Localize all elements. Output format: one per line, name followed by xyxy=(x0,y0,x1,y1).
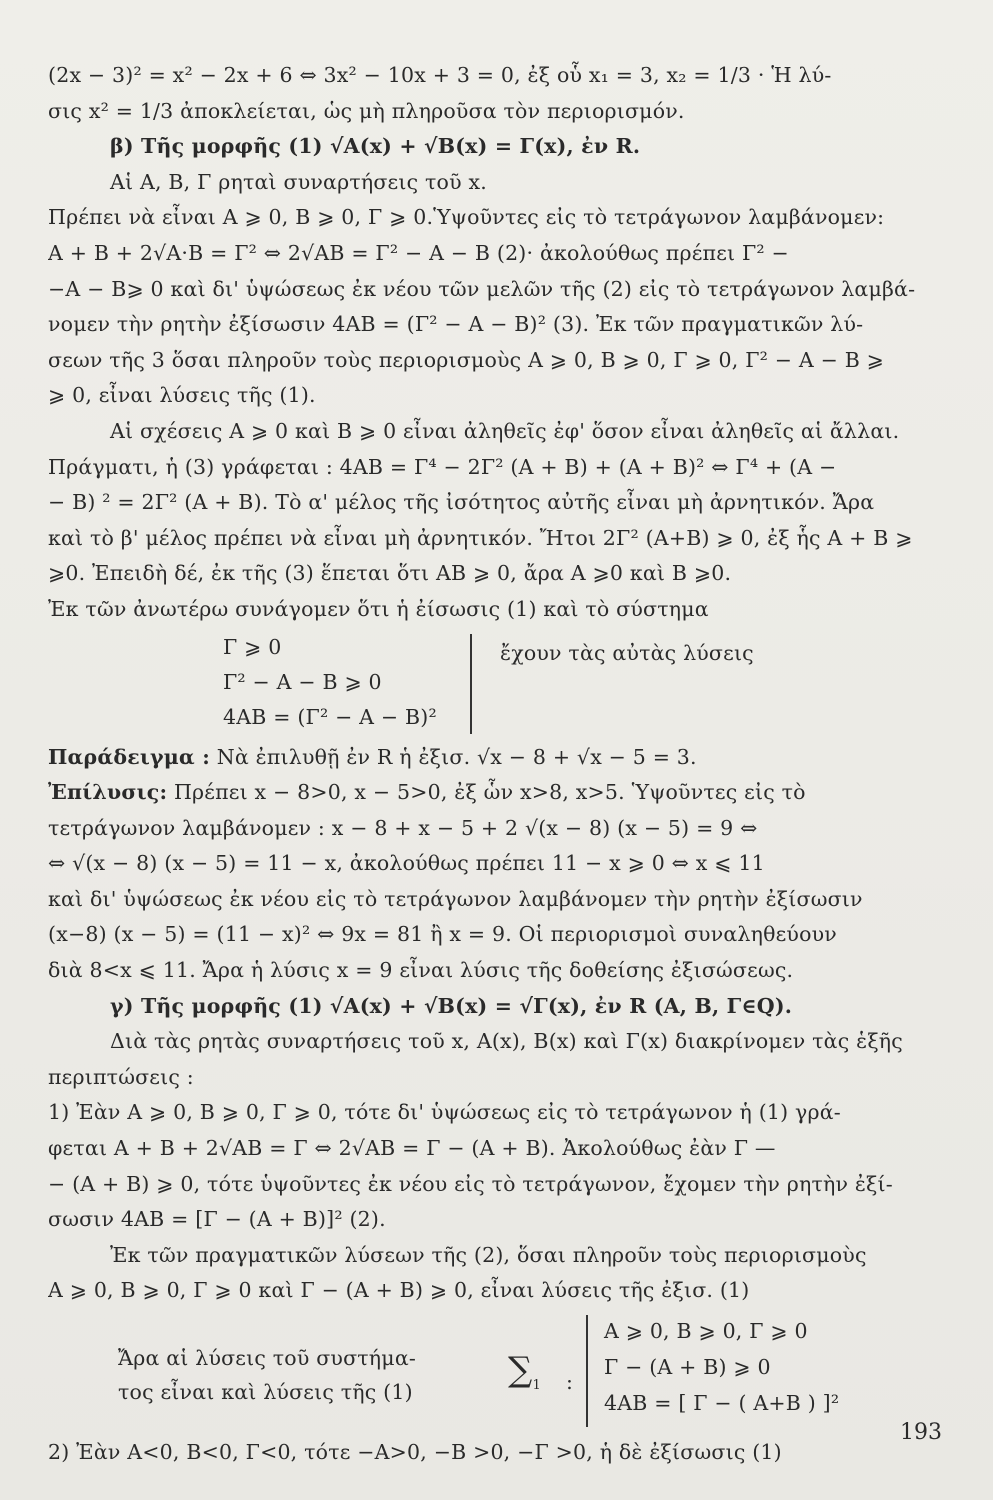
system-brace-line xyxy=(470,634,472,734)
solution-label: Ἐπίλυσις: xyxy=(48,780,168,805)
text-line: − B) ² = 2Γ² (A + B). Τὸ α' μέλος τῆς ἰσότητος αὐτῆς εἶναι μὴ ἀρνητικόν. Ἄρα xyxy=(48,490,875,515)
equation-system-2 xyxy=(48,1313,943,1435)
text-line: σωσιν 4AB = [Γ − (A + B)]² (2). xyxy=(48,1207,386,1232)
system-note xyxy=(118,1341,416,1409)
system-brace-line xyxy=(586,1315,588,1427)
example-line xyxy=(48,740,943,776)
sigma-symbol xyxy=(508,1350,541,1403)
section-heading-beta: β) Τῆς μορφῆς (1) √A(x) + √B(x) = Γ(x), ἐν R. xyxy=(110,134,641,159)
text-line: 1) Ἐὰν A ⩾ 0, B ⩾ 0, Γ ⩾ 0, τότε δι' ὑψώσεως εἰς τὸ τετράγωνον ἡ (1) γρά- xyxy=(48,1100,841,1125)
text-line: − (A + B) ⩾ 0, τότε ὑψοῦντες ἐκ νέου εἰς τὸ τετράγωνον, ἔχομεν τὴν ρητὴν ἐξί- xyxy=(48,1171,893,1196)
system-row: Γ ⩾ 0 xyxy=(223,634,282,659)
page-number: 193 xyxy=(900,1420,942,1445)
text-line: (x−8) (x − 5) = (11 − x)² ⇔ 9x = 81 ἢ x = 9. Οἱ περιορισμοὶ συναληθεύουν xyxy=(48,922,837,947)
text-line: Διὰ τὰς ρητὰς συναρτήσεις τοῦ x, A(x), B(x) καὶ Γ(x) διακρίνομεν τὰς ἑξῆς xyxy=(110,1029,903,1054)
text-line: ⇔ √(x − 8) (x − 5) = 11 − x, ἀκολούθως πρέπει 11 − x ⩾ 0 ⇔ x ⩽ 11 xyxy=(48,851,765,876)
example-text: Νὰ ἐπιλυθῇ ἐν R ἡ ἐξισ. √x − 8 + √x − 5 = 3. xyxy=(216,744,697,769)
text-line: A + B + 2√A·B = Γ² ⇔ 2√AB = Γ² − A − B (2)· ἀκολούθως πρέπει Γ² − xyxy=(48,240,789,265)
sigma-subscript: 1 xyxy=(532,1377,541,1393)
system-note-line: τος εἶναι καὶ λύσεις τῆς (1) xyxy=(118,1380,413,1404)
system-note: ἔχουν τὰς αὐτὰς λύσεις xyxy=(500,640,754,665)
text-line: Πράγματι, ἡ (3) γράφεται : 4AB = Γ⁴ − 2Γ² (A + B) + (A + B)² ⇔ Γ⁴ + (A − xyxy=(48,454,837,479)
text-line: Ἐκ τῶν ἀνωτέρω συνάγομεν ὅτι ἡ ἐίσωσις (1) καὶ τὸ σύστημα xyxy=(48,596,709,621)
text-line: καὶ τὸ β' μέλος πρέπει νὰ εἶναι μὴ ἀρνητικόν. Ἤτοι 2Γ² (A+B) ⩾ 0, ἐξ ἧς A + B ⩾ xyxy=(48,525,913,550)
system-rows xyxy=(604,1313,839,1421)
text-line: Αἱ σχέσεις A ⩾ 0 καὶ B ⩾ 0 εἶναι ἀληθεῖς ἐφ' ὅσον εἶναι ἀληθεῖς αἱ ἄλλαι. xyxy=(110,418,900,443)
example-label: Παράδειγμα : xyxy=(48,744,211,769)
text-line: τετράγωνον λαμβάνομεν : x − 8 + x − 5 + 2 √(x − 8) (x − 5) = 9 ⇔ xyxy=(48,815,758,840)
section-heading-gamma: γ) Τῆς μορφῆς (1) √A(x) + √B(x) = √Γ(x), ἐν R (A, B, Γ∈Q). xyxy=(110,993,793,1018)
system-row: Γ − (A + B) ⩾ 0 xyxy=(604,1355,771,1379)
system-rows xyxy=(223,630,437,735)
solution-line xyxy=(48,775,943,811)
system-row: Γ² − A − B ⩾ 0 xyxy=(223,669,382,694)
text-line: ⩾ 0, εἶναι λύσεις τῆς (1). xyxy=(48,383,316,408)
text-line: ⩾0. Ἐπειδὴ δέ, ἐκ τῆς (3) ἕπεται ὅτι AB ⩾ 0, ἄρα A ⩾0 καὶ B ⩾0. xyxy=(48,561,732,586)
colon: : xyxy=(566,1370,574,1394)
system-row: 4AB = (Γ² − A − B)² xyxy=(223,704,437,729)
page-body xyxy=(48,58,943,1471)
text-line: σεων τῆς 3 ὅσαι πληροῦν τοὺς περιορισμοὺς A ⩾ 0, B ⩾ 0, Γ ⩾ 0, Γ² − A − B ⩾ xyxy=(48,347,885,372)
system-note-line: Ἄρα αἱ λύσεις τοῦ συστήμα- xyxy=(118,1346,416,1370)
sigma-glyph: ∑ xyxy=(508,1350,533,1390)
text-line: −A − B⩾ 0 καὶ δι' ὑψώσεως ἐκ νέου τῶν μελῶν τῆς (2) εἰς τὸ τετράγωνον λαμβά- xyxy=(48,276,916,301)
text-line: καὶ δι' ὑψώσεως ἐκ νέου εἰς τὸ τετράγωνον λαμβάνομεν τὴν ρητὴν ἐξίσωσιν xyxy=(48,886,863,911)
text-line: 2) Ἐὰν A<0, B<0, Γ<0, τότε −A>0, −B >0, −Γ >0, ἡ δὲ ἐξίσωσις (1) xyxy=(48,1440,782,1464)
system-row: 4AB = [ Γ − ( A+B ) ]² xyxy=(604,1391,840,1415)
text-line: νομεν τὴν ρητὴν ἐξίσωσιν 4AB = (Γ² − A − B)² (3). Ἐκ τῶν πραγματικῶν λύ- xyxy=(48,312,864,337)
text-line: διὰ 8<x ⩽ 11. Ἄρα ἡ λύσις x = 9 εἶναι λύσις τῆς δοθείσης ἐξισώσεως. xyxy=(48,958,794,983)
text-line: Πρέπει νὰ εἶναι A ⩾ 0, B ⩾ 0, Γ ⩾ 0.Ὑψοῦντες εἰς τὸ τετράγωνον λαμβάνομεν: xyxy=(48,205,885,230)
text-line: περιπτώσεις : xyxy=(48,1064,194,1089)
text-line: Ἐκ τῶν πραγματικῶν λύσεων τῆς (2), ὅσαι πληροῦν τοὺς περιορισμοὺς xyxy=(110,1242,867,1267)
text-line: φεται A + B + 2√AB = Γ ⇔ 2√AB = Γ − (A + B). Ἀκολούθως ἐὰν Γ — xyxy=(48,1136,776,1161)
text-line: (2x − 3)² = x² − 2x + 6 ⇔ 3x² − 10x + 3 = 0, ἐξ οὗ x₁ = 3, x₂ = 1/3 · Ἡ λύ- xyxy=(48,63,832,87)
solution-text: Πρέπει x − 8>0, x − 5>0, ἐξ ὧν x>8, x>5. Ὑψοῦντες εἰς τὸ xyxy=(173,780,806,805)
text-line: A ⩾ 0, B ⩾ 0, Γ ⩾ 0 καὶ Γ − (A + B) ⩾ 0, εἶναι λύσεις τῆς ἐξισ. (1) xyxy=(48,1278,750,1303)
system-row: A ⩾ 0, B ⩾ 0, Γ ⩾ 0 xyxy=(604,1319,808,1343)
equation-system-1 xyxy=(48,630,943,740)
text-line: σις x² = 1/3 ἀποκλείεται, ὡς μὴ πληροῦσα τὸν περιορισμόν. xyxy=(48,98,685,123)
text-line: Αἱ A, B, Γ ρηταὶ συναρτήσεις τοῦ x. xyxy=(110,169,487,194)
